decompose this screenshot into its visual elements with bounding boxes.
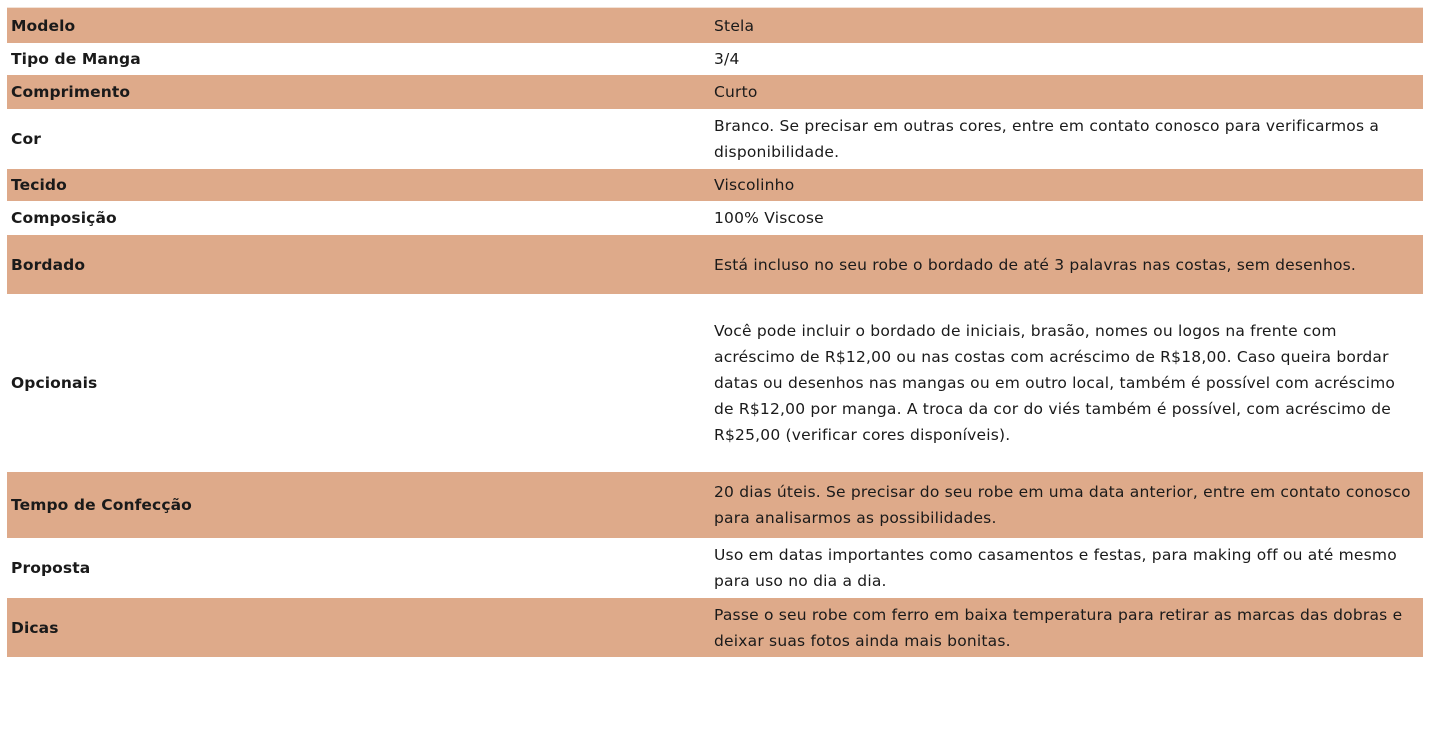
table-row <box>7 43 1423 75</box>
table-row <box>7 75 1423 109</box>
table-row <box>7 294 1423 472</box>
spec-label: Bordado <box>7 235 710 294</box>
spec-value: Curto <box>710 75 1423 109</box>
spec-label: Tempo de Confecção <box>7 472 710 538</box>
spec-value: Uso em datas importantes como casamentos e festas, para making off ou até mesmo para uso no dia a dia. <box>710 538 1423 598</box>
spec-label: Composição <box>7 201 710 235</box>
table-row <box>7 235 1423 294</box>
table-row <box>7 169 1423 201</box>
spec-label: Comprimento <box>7 75 710 109</box>
spec-label: Tipo de Manga <box>7 43 710 75</box>
spec-label: Tecido <box>7 169 710 201</box>
table-row <box>7 109 1423 169</box>
spec-value: 20 dias úteis. Se precisar do seu robe em uma data anterior, entre em contato conosco para analisarmos as possibilidades. <box>710 472 1423 538</box>
spec-value: Viscolinho <box>710 169 1423 201</box>
spec-value: Branco. Se precisar em outras cores, entre em contato conosco para verificarmos a disponibilidade. <box>710 109 1423 169</box>
table-row <box>7 201 1423 235</box>
spec-value: Stela <box>710 8 1423 43</box>
spec-label: Opcionais <box>7 294 710 472</box>
spec-label: Cor <box>7 109 710 169</box>
table-row <box>7 8 1423 43</box>
spec-value: 100% Viscose <box>710 201 1423 235</box>
spec-value: 3/4 <box>710 43 1423 75</box>
spec-label: Dicas <box>7 598 710 657</box>
table-row <box>7 472 1423 538</box>
spec-label: Modelo <box>7 8 710 43</box>
spec-value: Está incluso no seu robe o bordado de até 3 palavras nas costas, sem desenhos. <box>710 235 1423 294</box>
table-row <box>7 598 1423 657</box>
spec-value: Você pode incluir o bordado de iniciais, brasão, nomes ou logos na frente com acréscimo de R$12,00 ou nas costas com acréscimo de R$18,00. Caso queira bordar datas ou desenhos nas mangas ou em outro local, também é possível com acréscimo de R$12,00 por manga. A troca da cor do viés também é possível, com acréscimo de R$25,00 (verificar cores disponíveis). <box>710 294 1423 472</box>
spec-value: Passe o seu robe com ferro em baixa temperatura para retirar as marcas das dobras e deixar suas fotos ainda mais bonitas. <box>710 598 1423 657</box>
product-spec-table <box>7 8 1423 657</box>
spec-label: Proposta <box>7 538 710 598</box>
table-row <box>7 538 1423 598</box>
